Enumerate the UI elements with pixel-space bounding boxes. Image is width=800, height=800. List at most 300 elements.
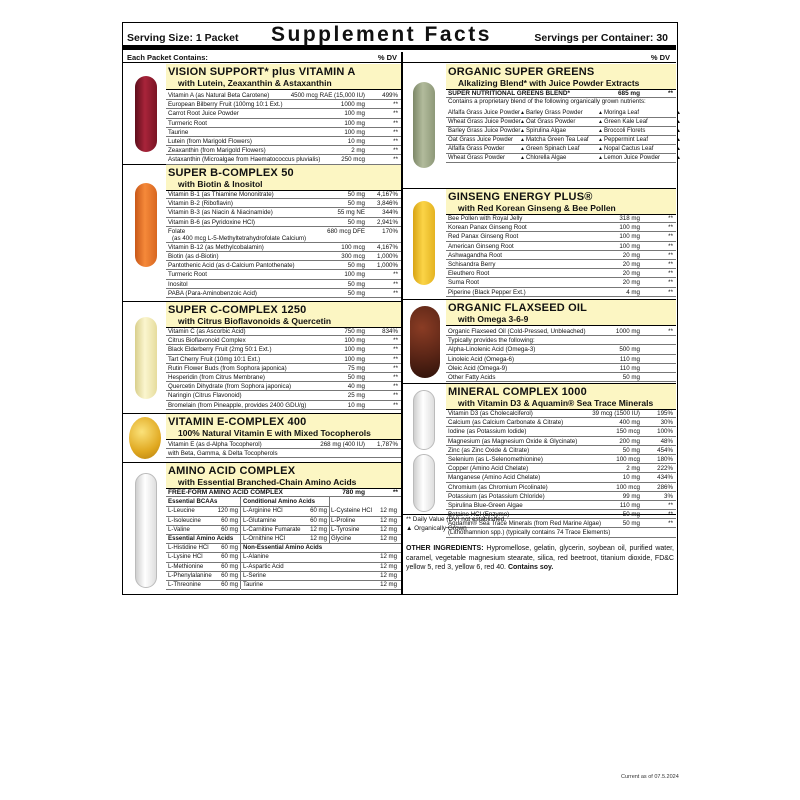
amino-amount: 12 mg: [380, 571, 397, 579]
ingredient-row: [446, 501, 676, 510]
greens-blend-label: SUPER NUTRITIONAL GREENS BLEND*: [448, 90, 571, 97]
organic-mark-icon: ▲: [598, 137, 603, 143]
amino-blend-dv: **: [392, 489, 398, 496]
amino-blend-label: FREE-FORM AMINO ACID COMPLEX: [168, 489, 283, 496]
amino-name: L-Leucine: [168, 507, 195, 515]
ingredient-name: Organic Flaxseed Oil (Cold-Pressed, Unbleached): [448, 328, 586, 335]
amino-amount: 60 mg: [221, 571, 238, 579]
ingredient-dv: **: [393, 355, 398, 363]
ingredient-name: Copper (Amino Acid Chelate): [448, 465, 529, 473]
amino-name: L-Cysteine HCl: [331, 507, 372, 515]
ingredient-name: Turmeric Root: [168, 271, 207, 279]
vision-subtitle: with Lutein, Zeaxanthin & Astaxanthin: [178, 78, 332, 88]
ingredient-name: Red Panax Ginseng Root: [448, 233, 519, 241]
ingredient-row: [166, 243, 401, 252]
dv-footnote: ** Daily Value (DV) not established.: [406, 516, 507, 523]
ingredient-dv: 286%: [657, 483, 673, 491]
c-complex-title: SUPER C-COMPLEX 1250: [168, 304, 307, 316]
ingredient-name: Vitamin B-1 (as Thiamine Mononitrate): [168, 191, 274, 198]
row-rule: [241, 589, 401, 590]
ingredient-amount: 110 mg: [619, 501, 640, 509]
ingredient-row: [446, 427, 676, 436]
ingredient-dv: **: [668, 251, 673, 259]
ingredient-row: [446, 492, 676, 501]
ginseng-band: [446, 189, 676, 215]
greens-grid-row: [446, 118, 681, 127]
ingredient-amount: 250 mcg: [341, 156, 365, 164]
ingredient-name: Pantothenic Acid (as d-Calcium Pantothenate): [168, 262, 295, 270]
amino-blend-amount: 780 mg: [342, 489, 365, 496]
left-dv-header: % DV: [377, 53, 397, 62]
ingredient-dv: 195%: [657, 410, 673, 417]
ingredient-name: Naringin (Citrus Flavonoid): [168, 392, 242, 400]
ingredient-row: [166, 440, 401, 449]
ingredient-dv: **: [668, 215, 673, 222]
ingredient-row: [166, 190, 401, 199]
ingredient-row: [166, 382, 401, 391]
amino-table: [166, 488, 401, 593]
organic-mark-icon: ▲: [676, 110, 681, 116]
ingredient-name: Other Fatty Acids: [448, 373, 496, 381]
ingredient-dv: 30%: [660, 419, 673, 427]
left-column-header: [123, 52, 401, 63]
amino-amount: 60 mg: [310, 516, 327, 524]
ingredient-amount: 50 mg: [622, 446, 640, 454]
ingredient-row: [166, 208, 401, 217]
organic-mark-icon: ▲: [520, 110, 525, 116]
row-rule: [329, 543, 401, 544]
ingredient-dv: **: [393, 337, 398, 345]
flaxseed-rows: [446, 327, 676, 382]
ingredient-name: Spirulina Blue-Green Algae: [448, 501, 523, 509]
ingredient-dv: **: [393, 119, 398, 127]
amino-name: L-Carnitine Fumarate: [243, 525, 301, 533]
ingredient-name: Aquamin® Sea Trace Minerals (from Red Marine Algae): [448, 520, 602, 528]
amino-name: L-Histidine HCl: [168, 544, 209, 552]
ingredient-row: [166, 218, 401, 227]
ingredient-dv: 434%: [657, 474, 673, 482]
mineral-title: MINERAL COMPLEX 1000: [448, 386, 587, 398]
greens-ingredient: Green Spinach Leaf: [526, 146, 580, 152]
greens-grid-row: [446, 109, 681, 118]
ingredient-amount: 110 mg: [619, 364, 640, 372]
each-packet-label: Each Packet Contains:: [127, 53, 208, 62]
ingredient-dv: **: [393, 271, 398, 279]
amino-subtitle: with Essential Branched-Chain Amino Acids: [178, 477, 357, 487]
ingredient-dv: **: [393, 383, 398, 391]
ingredient-row: [166, 100, 401, 109]
ingredient-dv: 1,000%: [377, 262, 398, 270]
ingredient-row: [166, 261, 401, 270]
greens-blend-row: [446, 89, 676, 98]
ingredient-row: [166, 327, 401, 336]
ingredient-row: [446, 223, 676, 232]
ingredient-row: [166, 336, 401, 345]
amino-amount: 12 mg: [310, 525, 327, 533]
ingredient-amount: 50 mg: [347, 289, 365, 297]
ingredient-amount: 100 mg: [344, 110, 365, 118]
ingredient-amount: 680 mcg DFE: [327, 227, 365, 235]
ingredient-row: [166, 109, 401, 118]
ingredient-amount: 20 mg: [622, 279, 640, 287]
ingredient-name: PABA (Para-Aminobenzoic Acid): [168, 289, 257, 297]
b-complex-rows: [166, 190, 401, 298]
ingredient-dv: 3%: [664, 492, 673, 500]
ingredient-amount: 200 mg: [619, 437, 640, 445]
greens-ingredient: Nopal Cactus Leaf: [604, 146, 654, 152]
mineral-capsule-1-icon: [413, 390, 435, 450]
ingredient-dv: 2,941%: [377, 218, 398, 226]
ingredient-name: Schisandra Berry: [448, 260, 496, 268]
amino-name: Glycine: [331, 534, 352, 542]
amino-group-head: Non-Essential Amino Acids: [243, 544, 323, 552]
ingredient-dv: **: [393, 137, 398, 145]
ingredient-name: Selenium (as L-Selenomethionine): [448, 455, 543, 463]
ingredient-row: [166, 280, 401, 289]
greens-ingredient: Lemon Juice Powder: [604, 155, 661, 161]
ingredient-dv: **: [668, 501, 673, 509]
ingredient-amount: 100 mcg: [341, 243, 365, 251]
ingredient-row: [446, 373, 676, 382]
organic-mark-icon: ▲: [598, 110, 603, 116]
serving-size: Serving Size: 1 Packet: [127, 32, 239, 44]
ingredient-amount: 300 mcg: [341, 252, 365, 260]
amino-amount: 120 mg: [217, 507, 238, 515]
c-complex-capsule-icon: [135, 317, 157, 399]
amino-name: L-Glutamine: [243, 516, 277, 524]
ingredient-amount: 100 mg: [619, 242, 640, 250]
amino-amount: 12 mg: [380, 525, 397, 533]
ingredient-name: Linoleic Acid (Omega-6): [448, 355, 515, 363]
vision-rows: [166, 91, 401, 165]
ingredient-row: [446, 483, 676, 492]
ingredient-dv: **: [668, 288, 673, 296]
ingredient-row: [446, 364, 676, 373]
ingredient-name: Typically provides the following:: [448, 337, 535, 345]
ingredient-dv: **: [393, 373, 398, 381]
ingredient-name: Vitamin B-6 (as Pyridoxine HCl): [168, 218, 255, 226]
vitamin-e-band: [166, 414, 401, 440]
ingredient-amount: 4500 mcg RAE (15,000 IU): [290, 92, 365, 99]
ingredient-amount: 100 mg: [619, 233, 640, 241]
amino-amount: 60 mg: [310, 507, 327, 515]
greens-ingredient: Broccoli Florets: [604, 128, 646, 134]
ingredient-row: [446, 260, 676, 269]
row-rule: [166, 589, 240, 590]
ingredient-amount: 50 mg: [347, 191, 365, 198]
amino-band: [166, 463, 401, 489]
ingredient-name: Tart Cherry Fruit (10mg 10:1 Ext.): [168, 355, 261, 363]
greens-subtitle: Alkalizing Blend* with Juice Powder Extracts: [458, 78, 640, 88]
ingredient-dv: **: [393, 128, 398, 136]
greens-ingredient: Moringa Leaf: [604, 110, 640, 116]
column-rule: [240, 497, 241, 589]
ingredient-name: Vitamin D3 (as Cholecalciferol): [448, 410, 533, 417]
column-rule: [329, 497, 330, 543]
ingredient-amount: 500 mg: [619, 346, 640, 354]
b-complex-subtitle: with Biotin & Inositol: [178, 179, 263, 189]
flaxseed-subtitle: with Omega 3-6-9: [458, 314, 529, 324]
amino-capsule-icon: [135, 473, 157, 588]
ingredient-name: Betaine HCl (Enzyme): [448, 511, 510, 519]
ingredient-name: Eleuthero Root: [448, 270, 490, 278]
vision-band: [166, 64, 401, 90]
ingredient-name: Vitamin C (as Ascorbic Acid): [168, 328, 246, 335]
ingredient-row: [446, 437, 676, 446]
amino-name: L-Proline: [331, 516, 356, 524]
mineral-subtitle: with Vitamin D3 & Aquamin® Sea Trace Minerals: [458, 398, 654, 408]
ingredient-row: [446, 464, 676, 473]
ingredient-row: [446, 269, 676, 278]
ingredient-name: Biotin (as d-Biotin): [168, 252, 219, 260]
ingredient-dv: **: [393, 392, 398, 400]
ingredient-name: Zinc (as Zinc Oxide & Citrate): [448, 446, 530, 454]
amino-name: L-Isoleucine: [168, 516, 201, 524]
ingredient-row: [166, 289, 401, 298]
ingredient-name: Oleic Acid (Omega-9): [448, 364, 508, 372]
ingredient-name: Piperine (Black Pepper Ext.): [448, 288, 526, 296]
ingredient-name: Ashwagandha Root: [448, 251, 503, 259]
amino-amount: 12 mg: [380, 534, 397, 542]
organic-mark-icon: ▲: [676, 119, 681, 125]
other-ingredients: [406, 544, 674, 573]
ingredient-dv: 100%: [657, 428, 673, 436]
greens-blend-amount: 685 mg: [617, 90, 640, 97]
vision-capsule-icon: [135, 76, 157, 152]
amino-amount: 60 mg: [221, 516, 238, 524]
ingredient-row: [446, 418, 676, 427]
greens-ingredient: Alfalfa Grass Juice Powder: [448, 110, 521, 116]
amino-amount: 60 mg: [221, 562, 238, 570]
flaxseed-softgel-icon: [410, 306, 440, 378]
ingredient-row: [166, 137, 401, 146]
ingredient-name: Rutin Flower Buds (from Sophora japonica): [168, 364, 287, 372]
amino-amount: 60 mg: [221, 525, 238, 533]
current-as-of: Current as of 07.5.2024: [621, 774, 679, 780]
greens-ingredient: Matcha Green Tea Leaf: [526, 137, 589, 143]
ingredient-dv: 454%: [657, 446, 673, 454]
greens-ingredient: Wheat Grass Powder: [448, 155, 506, 161]
ingredient-dv: **: [393, 401, 398, 409]
greens-grid-row: [446, 127, 681, 136]
ingredient-name: Zeaxanthin (from Marigold Flowers): [168, 147, 266, 155]
amino-amount: 60 mg: [221, 580, 238, 588]
ingredient-dv: 48%: [660, 437, 673, 445]
ingredient-amount: 20 mg: [622, 251, 640, 259]
amino-name: L-Aspartic Acid: [243, 562, 284, 570]
organic-mark-icon: ▲: [676, 137, 681, 143]
ingredient-dv: 344%: [382, 209, 398, 217]
greens-ingredient: Wheat Grass Juice Powder: [448, 119, 521, 125]
organic-mark-icon: ▲: [676, 128, 681, 134]
ingredient-amount: 100 mg: [344, 346, 365, 354]
supplement-facts-panel: [122, 22, 681, 595]
amino-blend-row: [166, 488, 401, 497]
ingredient-amount: 100 mcg: [616, 455, 640, 463]
ingredient-amount: 99 mg: [622, 492, 640, 500]
ingredient-amount: 20 mg: [622, 260, 640, 268]
ingredient-name: Potassium (as Potassium Chloride): [448, 492, 545, 500]
ingredient-amount: 50 mg: [347, 373, 365, 381]
greens-ingredient: Green Kale Leaf: [604, 119, 648, 125]
greens-ingredient: Oat Grass Juice Powder: [448, 137, 514, 143]
ingredient-row: [166, 449, 401, 458]
greens-grid-row: [446, 136, 681, 145]
ingredient-row: [446, 251, 676, 260]
ingredient-row: [166, 91, 401, 100]
amino-amount: 12 mg: [380, 580, 397, 588]
ingredient-amount: 100 mg: [344, 128, 365, 136]
ingredient-amount: 10 mg: [347, 137, 365, 145]
organic-mark-icon: ▲: [598, 155, 603, 161]
ingredient-amount: 1000 mg: [340, 101, 365, 109]
organic-mark-icon: ▲: [520, 146, 525, 152]
ingredient-row: [166, 128, 401, 137]
ingredient-amount: 750 mg: [344, 328, 365, 335]
ingredient-dv: 170%: [382, 227, 398, 235]
ingredient-name: Black Elderberry Fruit (2mg 50:1 Ext.): [168, 346, 272, 354]
ingredient-name: Bee Pollen with Royal Jelly: [448, 215, 523, 222]
ingredient-dv: **: [393, 346, 398, 354]
ingredient-amount: 10 mg: [347, 401, 365, 409]
section-flaxseed: [403, 300, 676, 384]
right-column-header: [403, 52, 676, 63]
ingredient-row: [166, 227, 401, 243]
ingredient-dv: **: [668, 520, 673, 528]
ingredient-name: Folate: [168, 227, 186, 235]
greens-ingredient: Barley Grass Powder: [526, 110, 583, 116]
greens-table: [446, 89, 676, 107]
ingredient-row: [166, 155, 401, 164]
ingredient-row: [446, 345, 676, 354]
amino-name: L-Tyrosine: [331, 525, 360, 533]
ingredient-dv: 3,846%: [377, 200, 398, 208]
organic-mark-icon: ▲: [676, 146, 681, 152]
ingredient-amount: 10 mg: [622, 474, 640, 482]
servings-per-container: Servings per Container: 30: [534, 32, 668, 44]
ingredient-name: Astaxanthin (Microalgae from Haematococcus pluvialis): [168, 156, 321, 164]
ingredient-name-detail: (as 400 mcg L-5-Methyltetrahydrofolate Calcium): [172, 234, 307, 242]
ingredient-amount: 268 mg (400 IU): [320, 441, 365, 448]
organic-mark-icon: ▲: [520, 128, 525, 134]
ingredient-dv: **: [668, 260, 673, 268]
organic-footnote: ▲ Organically Grown: [406, 524, 467, 532]
organic-mark-icon: ▲: [520, 137, 525, 143]
ingredient-name: Citrus Bioflavonoid Complex: [168, 337, 246, 345]
section-amino-acid: [123, 463, 401, 594]
ingredient-name: Carrot Root Juice Powder: [168, 110, 239, 118]
section-b-complex: [123, 165, 401, 302]
ingredient-amount: 20 mg: [622, 270, 640, 278]
ingredient-row: [166, 391, 401, 400]
ingredient-name: Iodine (as Potassium Iodide): [448, 428, 527, 436]
amino-name: L-Serine: [243, 571, 267, 579]
ingredient-dv: **: [393, 101, 398, 109]
amino-group-head: Essential Amino Acids: [168, 534, 234, 542]
ginseng-subtitle: with Red Korean Ginseng & Bee Pollen: [458, 203, 616, 213]
greens-ingredient: Alfalfa Grass Powder: [448, 146, 505, 152]
ingredient-name: Taurine: [168, 128, 189, 136]
ingredient-amount: 50 mg: [622, 511, 640, 519]
ingredient-row: [446, 355, 676, 364]
ingredient-dv: **: [668, 270, 673, 278]
ingredient-row: [166, 373, 401, 382]
ingredient-name: (Lithothamnion spp.) (typically contains 74 Trace Elements): [448, 529, 611, 537]
amino-name: L-Ornithine HCl: [243, 534, 285, 542]
other-ingredients-label: OTHER INGREDIENTS:: [406, 545, 484, 552]
ingredient-name: Vitamin A (as Natural Beta Carotene): [168, 92, 270, 99]
ingredient-name: Inositol: [168, 280, 188, 288]
ingredient-name: American Ginseng Root: [448, 242, 514, 250]
ingredient-dv: **: [668, 242, 673, 250]
ingredient-amount: 50 mg: [347, 262, 365, 270]
ingredient-amount: 400 mg: [619, 419, 640, 427]
ingredient-amount: 100 mg: [619, 224, 640, 232]
ingredient-dv: **: [668, 511, 673, 519]
ingredient-name: Calcium (as Calcium Carbonate & Citrate): [448, 419, 564, 427]
mineral-band: [446, 384, 676, 410]
amino-amount: 60 mg: [221, 544, 238, 552]
ingredient-row: [166, 119, 401, 128]
ingredient-dv: 1,787%: [377, 441, 398, 448]
ingredient-dv: **: [393, 147, 398, 155]
greens-blend-dv: **: [668, 90, 673, 97]
b-complex-title: SUPER B-COMPLEX 50: [168, 167, 294, 179]
panel-title: Supplement Facts: [271, 23, 492, 46]
ingredient-name: Vitamin B-12 (as Methylcobalamin): [168, 243, 264, 251]
ingredient-dv: **: [668, 233, 673, 241]
organic-mark-icon: ▲: [598, 146, 603, 152]
ingredient-amount: 55 mg NE: [337, 209, 365, 217]
greens-band: [446, 64, 676, 90]
ingredient-amount: 50 mg: [622, 520, 640, 528]
ingredient-name: Turmeric Root: [168, 119, 207, 127]
greens-capsule-icon: [413, 82, 435, 168]
ingredient-name: Hesperidin (from Citrus Membrane): [168, 373, 265, 381]
greens-intro: Contains a proprietary blend of the following organically grown nutrients:: [448, 98, 646, 106]
ingredient-row: [446, 288, 676, 297]
ingredient-dv: **: [668, 328, 673, 335]
vitamin-e-rows: [166, 440, 401, 458]
amino-amount: 60 mg: [221, 553, 238, 561]
ingredient-amount: 25 mg: [347, 392, 365, 400]
organic-mark-icon: ▲: [520, 119, 525, 125]
greens-ingredient: Chlorella Algae: [526, 155, 567, 161]
ingredient-amount: 40 mg: [347, 383, 365, 391]
mineral-capsule-2-icon: [413, 454, 435, 512]
organic-mark-icon: ▲: [520, 155, 525, 161]
section-c-complex: [123, 302, 401, 414]
amino-amount: 12 mg: [380, 507, 397, 515]
ingredient-dv: 222%: [657, 465, 673, 473]
ingredient-row: [446, 327, 676, 336]
amino-title: AMINO ACID COMPLEX: [168, 465, 296, 477]
section-ginseng: [403, 189, 676, 300]
amino-name: L-Methionine: [168, 562, 204, 570]
ingredient-row: [446, 409, 676, 418]
ingredient-amount: 110 mg: [619, 355, 640, 363]
ingredient-name: European Bilberry Fruit (100mg 10:1 Ext.): [168, 101, 283, 109]
ingredient-amount: 50 mg: [347, 280, 365, 288]
ingredient-amount: 318 mg: [619, 215, 640, 222]
ingredient-amount: 2 mg: [626, 465, 640, 473]
ingredient-dv: 4,167%: [377, 243, 398, 251]
ingredient-dv: 180%: [657, 455, 673, 463]
ingredient-dv: **: [393, 110, 398, 118]
amino-group-head: Conditional Amino Acids: [243, 498, 315, 506]
ingredient-amount: 50 mg: [347, 200, 365, 208]
ingredient-row: [166, 355, 401, 364]
